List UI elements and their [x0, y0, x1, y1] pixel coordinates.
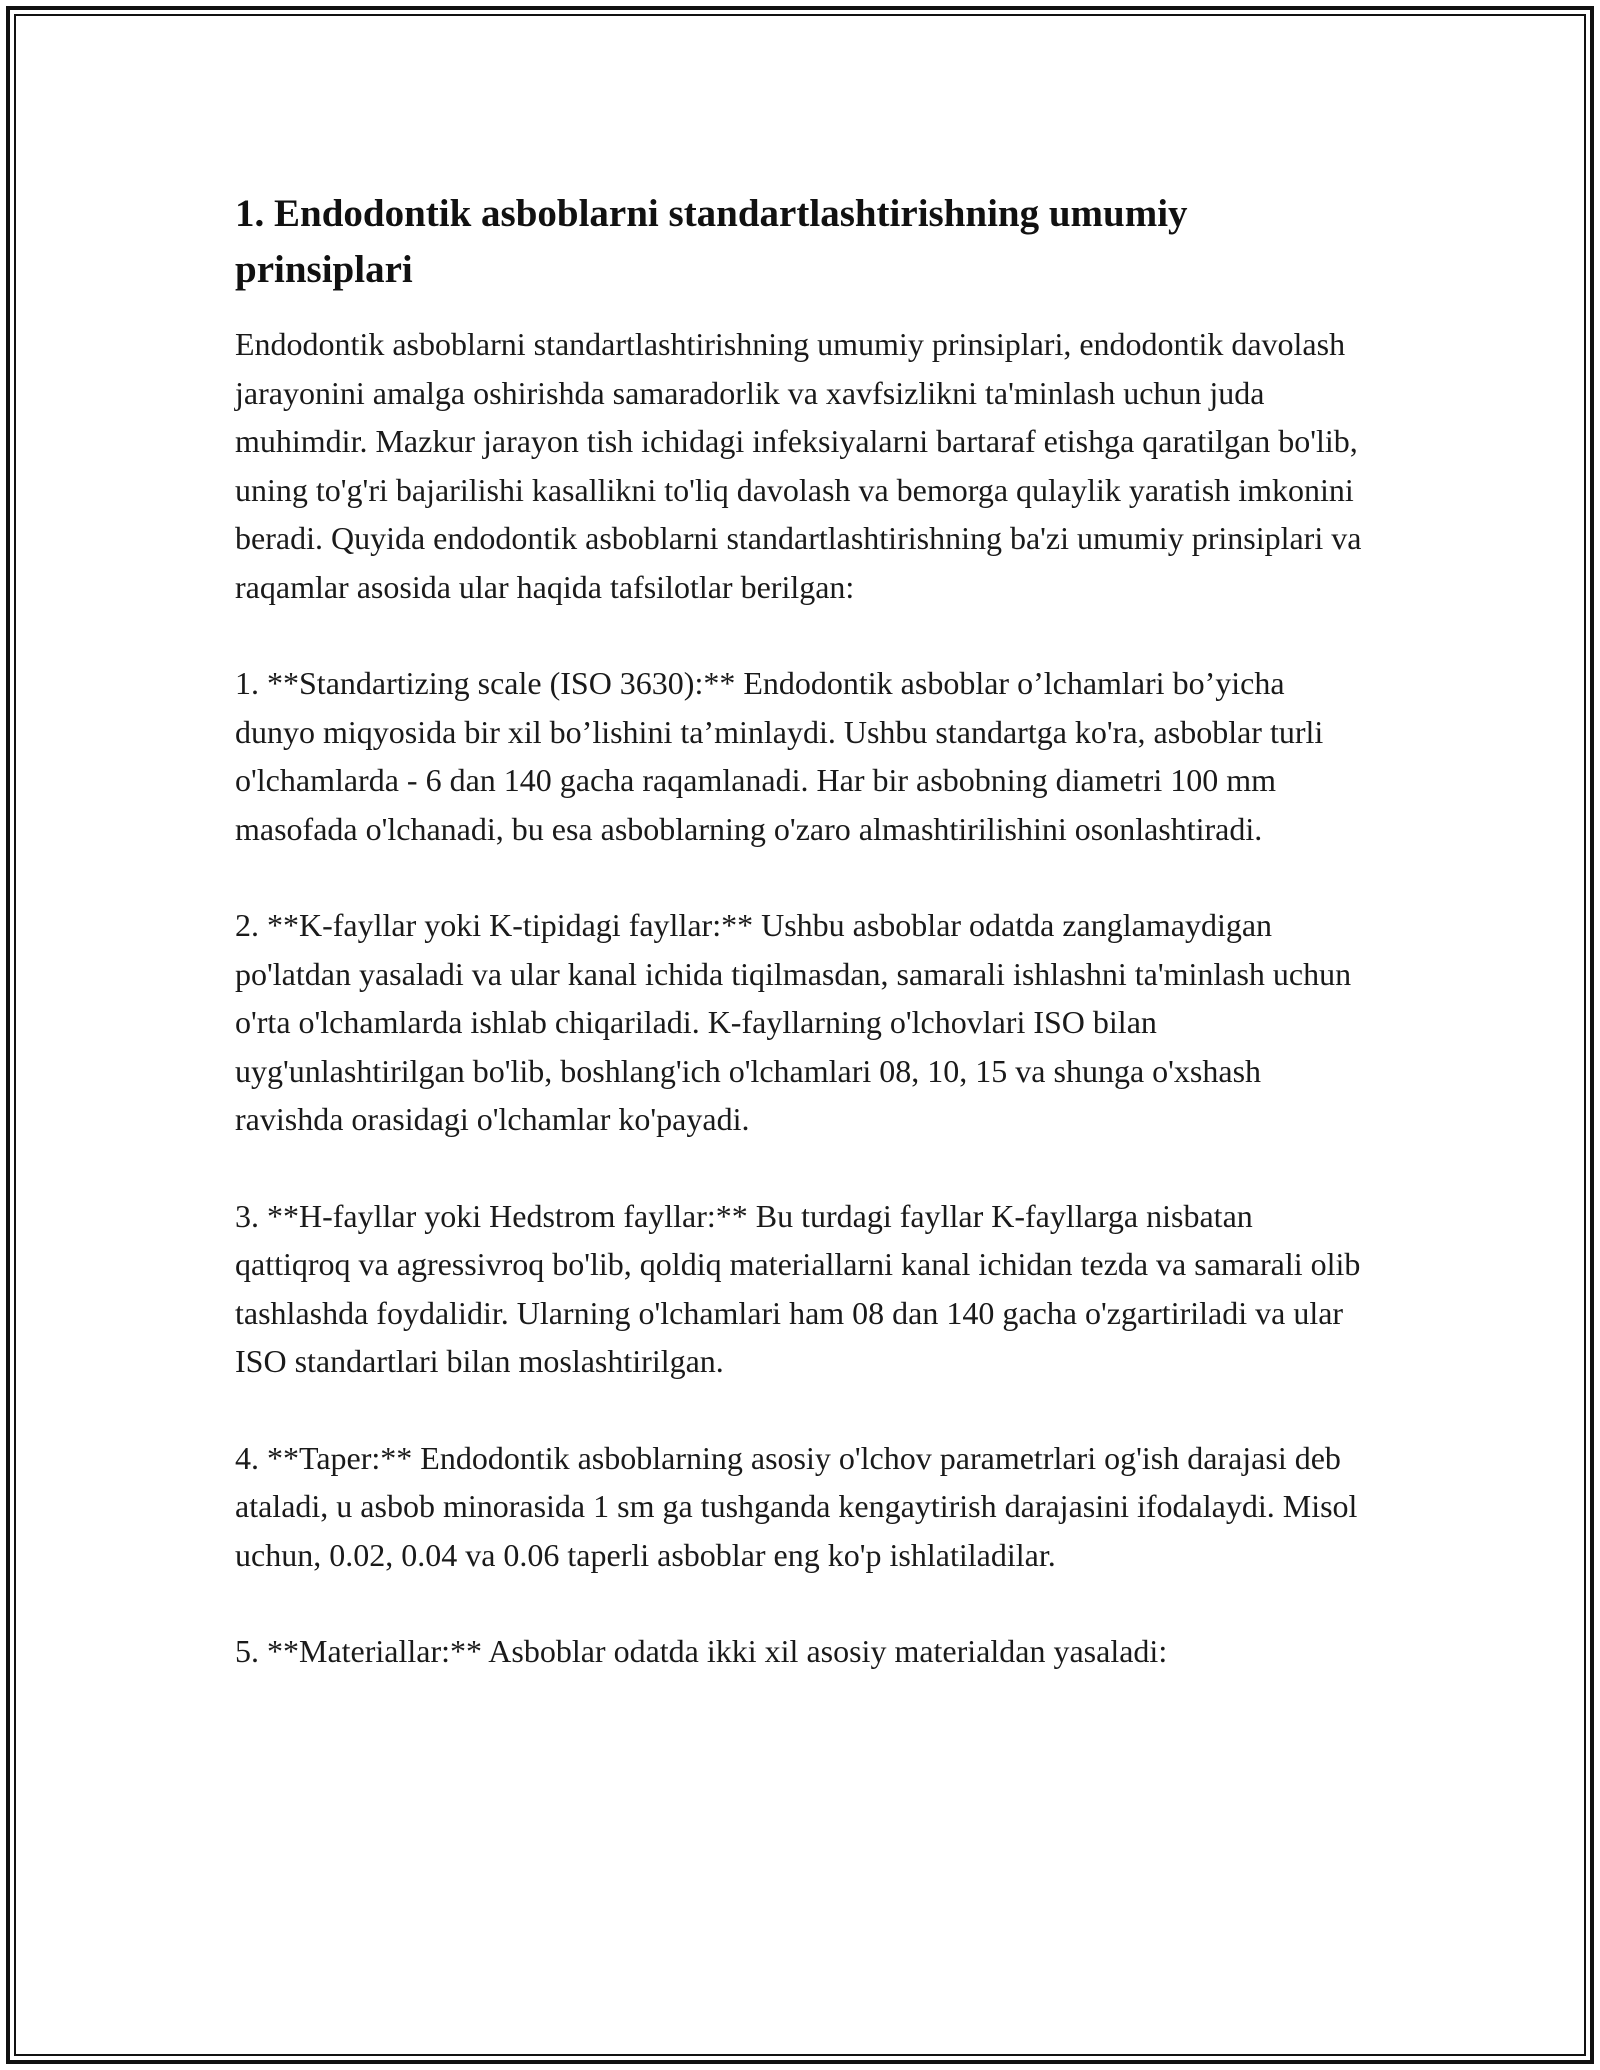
list-item-k-files: 2. **K-fayllar yoki K-tipidagi fayllar:** Ushbu asboblar odatda zanglamaydigan po'latdan yasaladi va ular kanal ichida tiqilmasdan, samarali ishlashni ta'minlash uchun o'rta o'lchamlarda ishlab chiqariladi. K-fayllarning o'lchovlari ISO bilan uyg'unlashtirilgan bo'lib, boshlang'ich o'lchamlari 08, 10, 15 va shunga o'xshash ravishda orasidagi o'lchamlar ko'payadi. [235, 907, 1352, 1137]
document-body [235, 186, 1365, 1724]
intro-paragraph: Endodontik asboblarni standartlashtirishning umumiy prinsiplari, endodontik davolash jarayonini amalga oshirishda samaradorlik va xavfsizlikni ta'minlash uchun juda muhimdir. Mazkur jarayon tish ichidagi infeksiyalarni bartaraf etishga qaratilgan bo'lib, uning to'g'ri bajarilishi kasallikni to'liq davolash va bemorga qulaylik yaratish imkonini beradi. Quyida endodontik asboblarni standartlashtirishning ba'zi umumiy prinsiplari va raqamlar asosida ular haqida tafsilotlar berilgan: [235, 326, 1362, 605]
list-item-iso-scale: 1. **Standartizing scale (ISO 3630):** Endodontik asboblar o’lchamlari bo’yicha dunyo miqyosida bir xil bo’lishini ta’minlaydi. Ushbu standartga ko'ra, asboblar turli o'lchamlarda - 6 dan 140 gacha raqamlanadi. Har bir asbobning diametri 100 mm masofada o'lchanadi, bu esa asboblarning o'zaro almashtirilishini osonlashtiradi. [235, 665, 1324, 847]
list-item-taper: 4. **Taper:** Endodontik asboblarning asosiy o'lchov parametrlari og'ish darajasi deb ataladi, u asbob minorasida 1 sm ga tushganda kengaytirish darajasini ifodalaydi. Misol uchun, 0.02, 0.04 va 0.06 taperli asboblar eng ko'p ishlatiladilar. [235, 1439, 1358, 1573]
section-heading: 1. Endodontik asboblarni standartlashtirishning umumiy prinsiplari [235, 192, 1188, 291]
list-item-materials: 5. **Materiallar:** Asboblar odatda ikki xil asosiy materialdan yasaladi: [235, 1633, 1168, 1669]
list-item-h-files: 3. **H-fayllar yoki Hedstrom fayllar:** Bu turdagi fayllar K-fayllarga nisbatan qattiqroq va agressivroq bo'lib, qoldiq materiallarni kanal ichidan tezda va samarali olib tashlashda foydalidir. Ularning o'lchamlari ham 08 dan 140 gacha o'zgartiriladi va ular ISO standartlari bilan moslashtirilgan. [235, 1197, 1361, 1379]
